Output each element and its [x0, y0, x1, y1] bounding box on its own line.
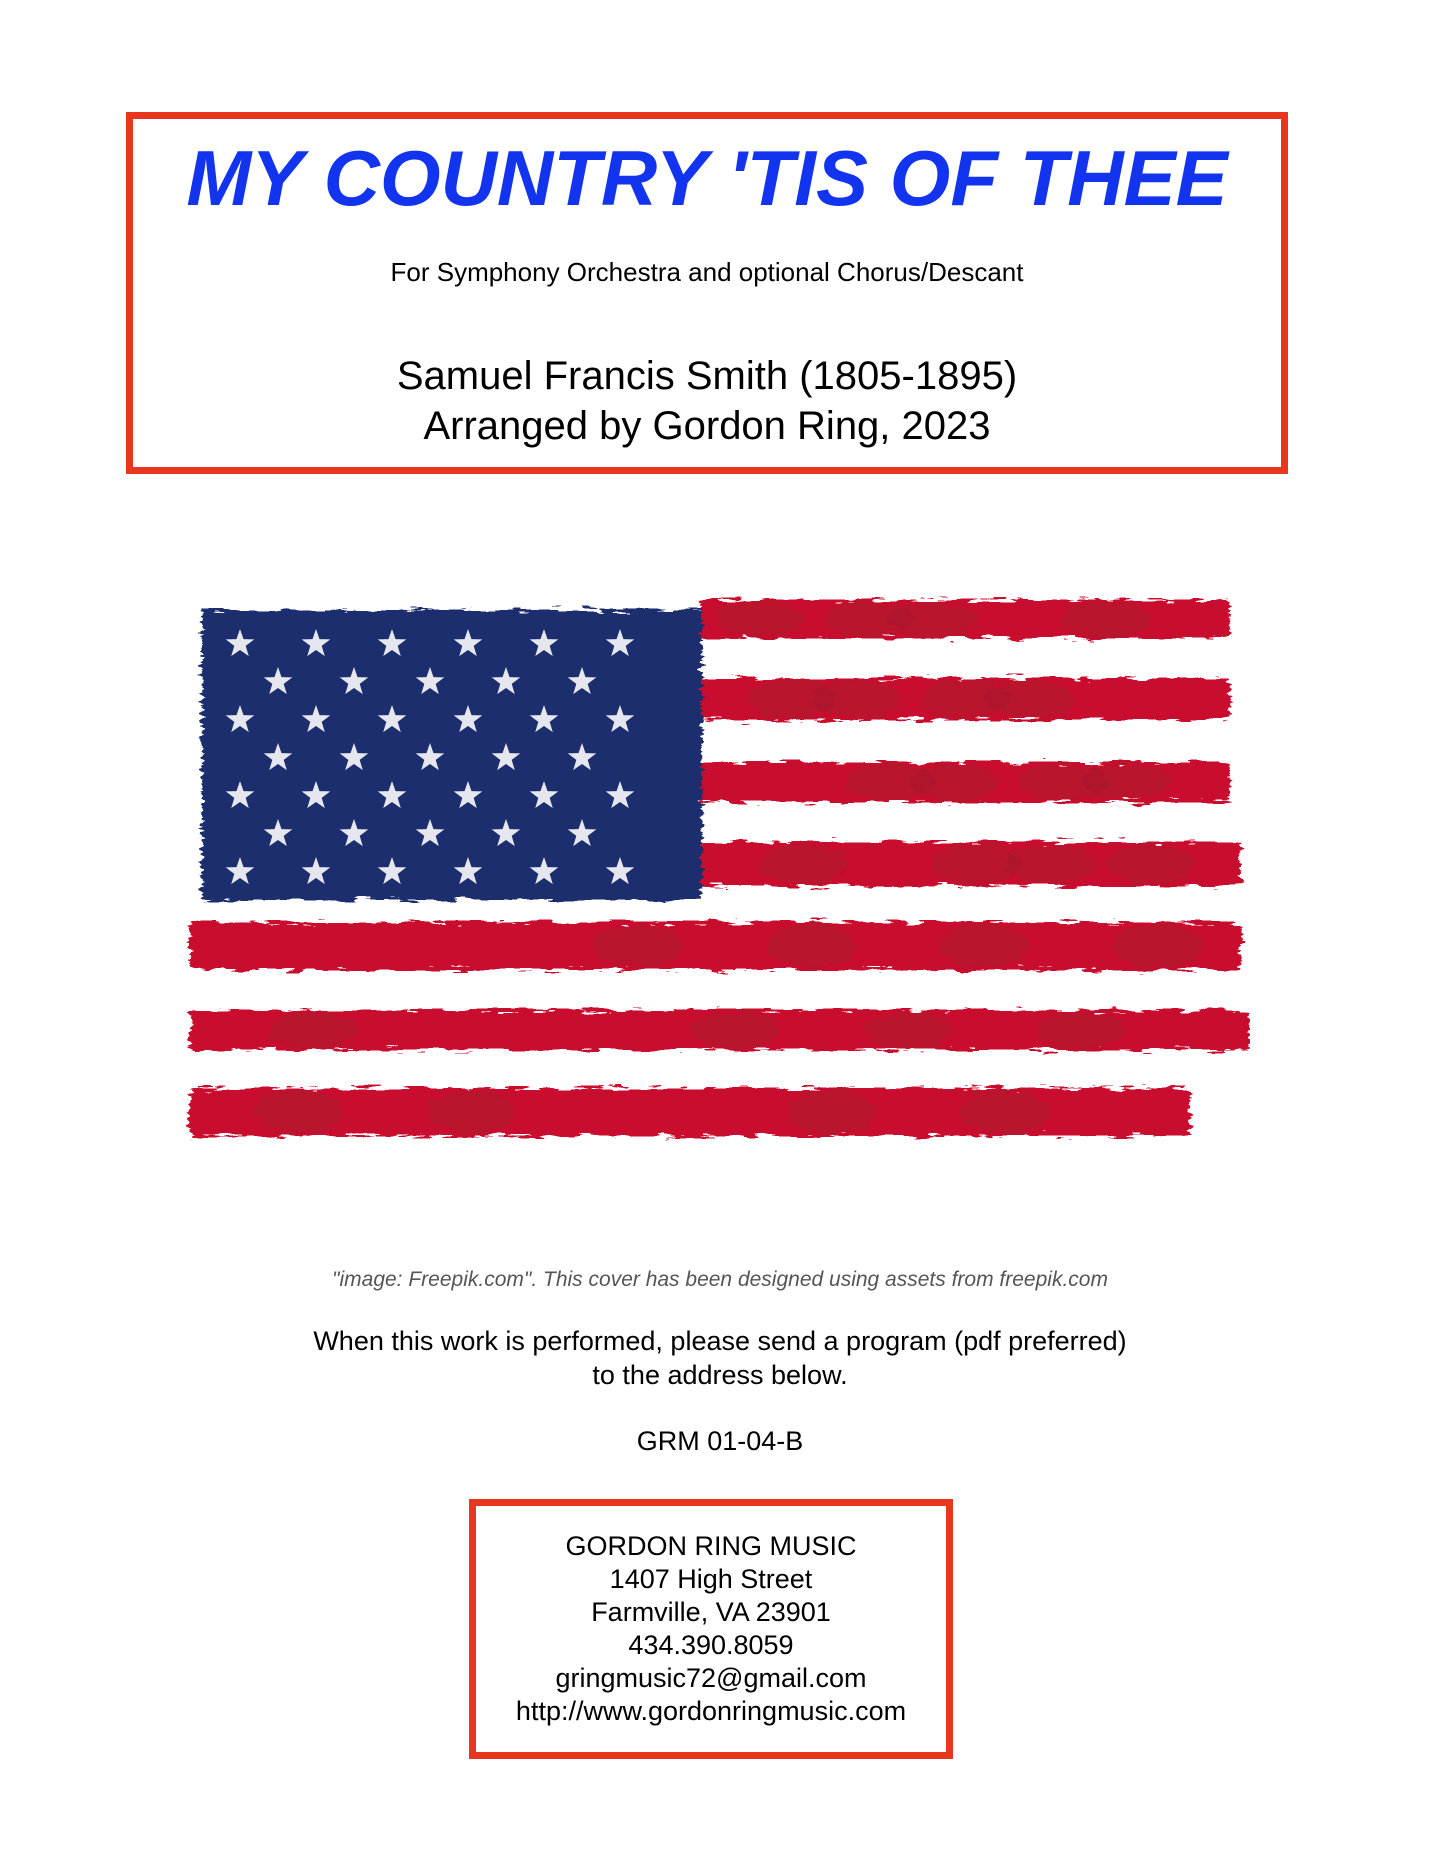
stripe-shade	[824, 602, 914, 637]
stripe-shade	[690, 1012, 780, 1048]
stripe-shade	[715, 602, 805, 637]
publisher-name: GORDON RING MUSIC	[565, 1531, 857, 1561]
image-credit: "image: Freepik.com". This cover has been designed using assets from freepik.com	[332, 1268, 1108, 1291]
american-flag-image	[180, 580, 1250, 1180]
stripe-shade	[1036, 1012, 1126, 1048]
stripe-shade	[748, 680, 838, 718]
stripe-shade	[1018, 764, 1108, 800]
flag-svg	[180, 580, 1250, 1180]
performance-request	[0, 1324, 1440, 1392]
street-address: 1407 High Street	[609, 1564, 813, 1594]
stripe-shade	[960, 1090, 1050, 1134]
title-box	[126, 112, 1288, 474]
stripe-shade	[1112, 924, 1202, 968]
stripe-shade	[593, 924, 683, 968]
stripe-shade	[845, 764, 935, 800]
stripe-shade	[759, 844, 849, 884]
email-address[interactable]: gringmusic72@gmail.com	[555, 1663, 867, 1693]
stripe-shade	[787, 1090, 877, 1134]
request-line-2: to the address below.	[592, 1360, 848, 1390]
stripe-shade	[863, 1012, 953, 1048]
stripe-shade	[921, 680, 1011, 718]
stripe-shade	[269, 1012, 359, 1048]
stripe-shade	[766, 924, 856, 968]
stripe-shade	[426, 1090, 516, 1134]
request-line-1: When this work is performed, please send a program (pdf preferred)	[313, 1326, 1127, 1356]
catalog-number: GRM 01-04-B	[636, 1426, 804, 1456]
stripe-shade	[932, 844, 1022, 884]
phone-number: 434.390.8059	[628, 1630, 794, 1660]
composer-block	[133, 351, 1281, 451]
stripe-shade	[1105, 844, 1195, 884]
website-link[interactable]: http://www.gordonringmusic.com	[515, 1696, 907, 1726]
stripe-shade	[939, 924, 1029, 968]
city-state-zip: Farmville, VA 23901	[591, 1597, 831, 1627]
stripe-shade	[1061, 602, 1151, 637]
arranger-line: Arranged by Gordon Ring, 2023	[423, 404, 991, 448]
page-title: MY COUNTRY 'TIS OF THEE	[186, 134, 1228, 222]
flag-stripe	[190, 922, 1240, 970]
composer-line: Samuel Francis Smith (1805-1895)	[396, 354, 1018, 398]
address-box	[469, 1499, 953, 1759]
subtitle: For Symphony Orchestra and optional Chorus/Descant	[390, 257, 1024, 287]
stripe-shade	[253, 1090, 343, 1134]
